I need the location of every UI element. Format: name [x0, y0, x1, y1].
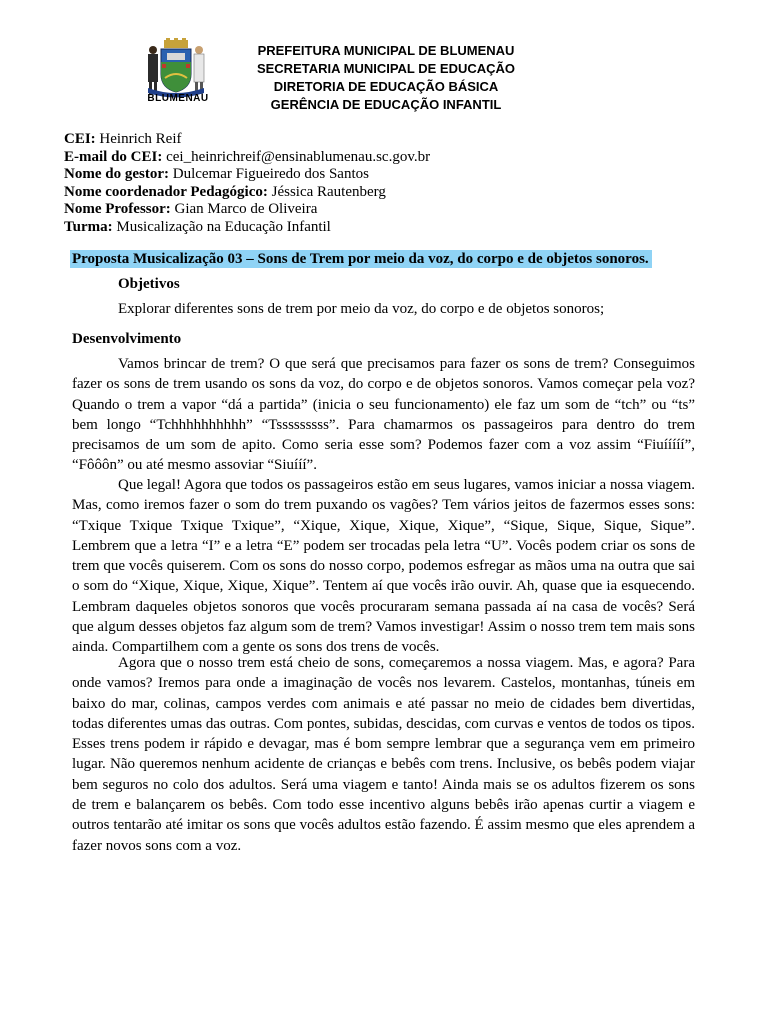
header-line-gerencia: GERÊNCIA DE EDUCAÇÃO INFANTIL: [270, 97, 502, 112]
info-row-email: [64, 149, 704, 167]
development-heading: Desenvolvimento: [72, 331, 182, 347]
info-row-cei: [64, 131, 704, 149]
turma-value: Musicalização na Educação Infantil: [116, 218, 331, 235]
info-row-turma: [64, 219, 704, 237]
document-header: [136, 38, 656, 120]
cei-label: CEI:: [64, 131, 96, 147]
info-row-coordenador: [64, 184, 704, 202]
professor-label: Nome Professor:: [64, 201, 171, 217]
objectives-text: Explorar diferentes sons de trem por meio da voz, do corpo e de objetos sonoros;: [118, 301, 605, 317]
info-row-gestor: [64, 166, 704, 184]
proposal-title-highlight: Proposta Musicalização 03 – Sons de Trem por meio da voz, do corpo e de objetos sonoros.: [70, 250, 652, 268]
header-line-secretaria: SECRETARIA MUNICIPAL DE EDUCAÇÃO: [256, 61, 516, 76]
cei-value: Heinrich Reif: [99, 131, 182, 147]
development-paragraph: Que legal! Agora que todos os passageiros estão em seus lugares, vamos iniciar a nossa viagem. Mas, como iremos fazer o som do trem puxando os vagões? Tem vários jeitos de fazermos esses sons: “Txique Txique Txique Txique”, “Xique, Xique, Xique, Xique”, “Sique, Sique, Sique, Sique”. Lembrem que a letra “I” e a letra “E” podem ser trocadas pela letra “U”. Vocês podem criar os sons de trem que vocês quiserem. Com os sons do nosso corpo, podemos esfregar as mãos uma na outra que sai o som do “Xique, Xique, Xique, Xique”. Tentem aí que vocês irão ouvir. Ah, quase que ia esquecendo. Lembram daqueles objetos sonoros que vocês procuraram semana passada aí na casa de vocês? Será que algum desses objetos faz algum som de trem? Vamos investigar! Assim o nosso trem tem mais sons ainda. Compartilhem com a gente os sons dos trens de vocês.: [72, 477, 695, 656]
coordenador-value: Jéssica Rautenberg: [271, 183, 386, 200]
email-value: cei_heinrichreif@ensinablumenau.sc.gov.br: [166, 148, 431, 165]
school-info-block: [64, 131, 704, 236]
logo-caption: BLUMENAU: [147, 93, 209, 104]
development-paragraph: Agora que o nosso trem está cheio de sons, começaremos a nossa viagem. Mas, e agora? Para onde vamos? Iremos para onde a imaginação de vocês nos levarem. Castelos, montanhas, túneis em baixo do mar, colinas, campos verdes com animais e até passar no meio de cidades bem divertidas, todas diferentes umas das outras. Com pontes, subidas, descidas, com curvas e ventos de todos os tipos. Esses trens podem ir rápido e devagar, mas é bom sempre lembrar que a segurança vem em primeiro lugar. Não queremos nenhum acidente de crianças e bebês com trens. Inclusive, os bebês podem viajar bem seguros no colo dos adultos. Será uma viagem e tanto! Ainda mais se os adultos fizerem os sons de trem e balançarem os bebês. Com todo esse incentivo alguns bebês irão apenas curtir a viagem e outros tentarão até imitar os sons que vocês adultos estão fazendo. É assim mesmo que eles aprendem a fazer novos sons com a voz.: [72, 655, 695, 854]
development-paragraph: Vamos brincar de trem? O que será que precisamos para fazer os sons de trem? Conseguimos fazer os sons de trem usando os sons da voz, do corpo e de objetos sonoros. Vamos começar pela voz? Quando o trem a vapor “dá a partida” (inicia o seu funcionamento) ele faz um som de “tch” ou “ts” bem longo “Tchhhhhhhhhh” “Tsssssssss”. Para chamarmos os passageiros para dentro do trem precisamos de um som de apito. Como seria esse som? Podemos fazer com a voz assim “Fiuííííí”, “Fôôôn” ou até mesmo assoviar “Siuííí”.: [72, 356, 695, 474]
gestor-value: Dulcemar Figueiredo dos Santos: [172, 166, 369, 182]
professor-value: Gian Marco de Oliveira: [174, 201, 318, 217]
institution-header: [236, 42, 536, 114]
turma-label: Turma:: [64, 218, 113, 235]
objectives-heading: Objetivos: [118, 276, 180, 292]
header-line-prefeitura: PREFEITURA MUNICIPAL DE BLUMENAU: [257, 43, 515, 58]
coordenador-label: Nome coordenador Pedagógico:: [64, 183, 268, 200]
email-label: E-mail do CEI:: [64, 148, 163, 165]
header-line-diretoria: DIRETORIA DE EDUCAÇÃO BÁSICA: [273, 79, 499, 94]
info-row-professor: [64, 201, 704, 219]
gestor-label: Nome do gestor:: [64, 166, 169, 182]
